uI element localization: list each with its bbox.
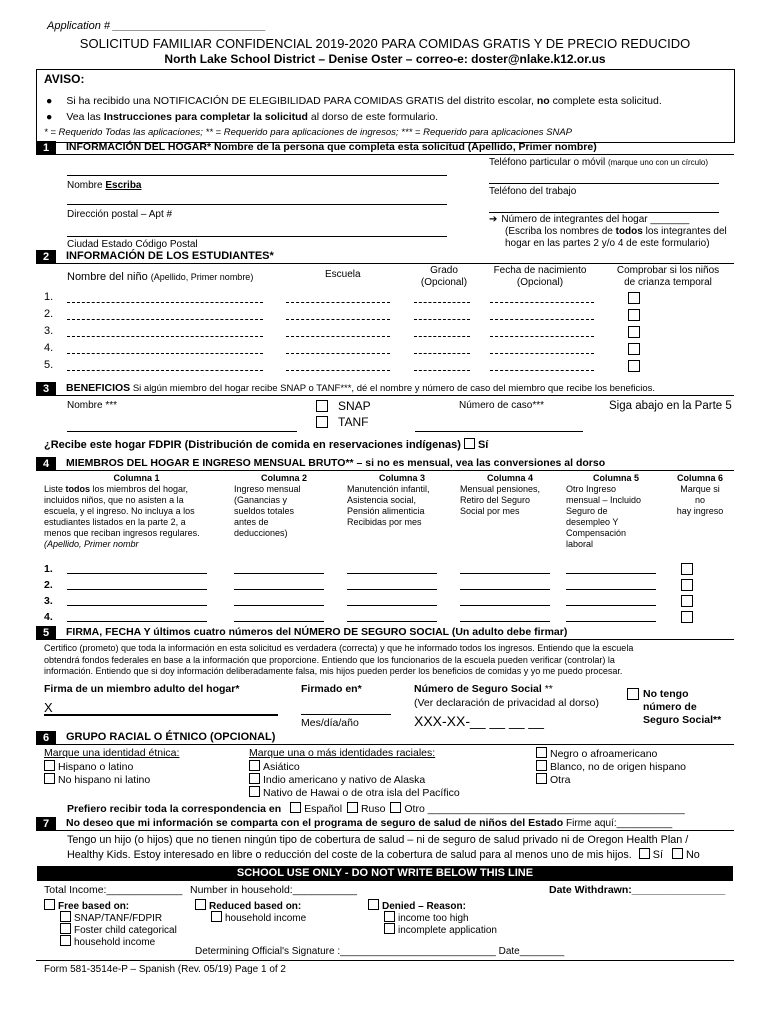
income-col-3-field[interactable] — [347, 605, 437, 606]
income-col-2-field[interactable] — [234, 573, 324, 574]
tanf-label: TANF — [338, 415, 369, 429]
option-row — [249, 786, 460, 799]
grade-header: Grado (Opcional) — [420, 265, 468, 288]
russian-checkbox[interactable] — [347, 802, 358, 813]
section-1-number: 1 — [36, 141, 56, 155]
option-checkbox[interactable] — [536, 760, 547, 771]
column-3-header — [347, 473, 457, 528]
option-checkbox[interactable] — [384, 923, 395, 934]
option-label: Hispano o latino — [58, 761, 134, 773]
student-row-number: 4. — [44, 342, 54, 354]
column-5-header — [566, 473, 666, 550]
health-no-checkbox[interactable] — [672, 848, 683, 859]
section-3-number: 3 — [36, 382, 56, 396]
option-label: Indio americano y nativo de Alaska — [263, 774, 426, 786]
income-col-5-field[interactable] — [566, 589, 656, 590]
case-number-label: Número de caso*** — [459, 400, 545, 411]
fdpir-checkbox[interactable] — [464, 438, 475, 449]
reduced-checkbox[interactable] — [195, 899, 206, 910]
section-4-header — [36, 457, 734, 471]
date-format: Mes/día/año — [301, 717, 359, 729]
student-dob-field[interactable] — [490, 353, 594, 354]
column-3-header-line: Asistencia social, — [347, 495, 417, 505]
application-number[interactable]: Application # _________________________ — [47, 20, 266, 32]
option-checkbox[interactable] — [384, 911, 395, 922]
option-label: Negro o afroamericano — [550, 748, 658, 760]
notice-bullet-1: ● Si ha recibido una NOTIFICACIÓN DE ELEGIBILIDAD PARA COMIDAS GRATIS del distrito escolar, no complete esta solicitud. — [46, 95, 662, 107]
option-checkbox[interactable] — [536, 773, 547, 784]
student-school-field[interactable] — [286, 370, 390, 371]
student-dob-field[interactable] — [490, 319, 594, 320]
student-name-field[interactable] — [67, 370, 263, 371]
option-row — [536, 773, 570, 786]
no-income-checkbox[interactable] — [681, 563, 693, 575]
household-count-note-2: hogar en las partes 2 y/o 4 de este formulario) — [505, 238, 710, 249]
free-checkbox[interactable] — [44, 899, 55, 910]
student-dob-field[interactable] — [490, 370, 594, 371]
option-label: Otra — [550, 774, 571, 786]
student-row-number: 1. — [44, 291, 54, 303]
form-subtitle: North Lake School District – Denise Oster – correo-e: doster@nlake.k12.or.us — [164, 52, 606, 66]
school-header: Escuela — [325, 269, 361, 280]
column-5-header-line: desempleo Y — [566, 517, 619, 527]
snap-label: SNAP — [338, 399, 371, 413]
column-2-header-line: antes de — [234, 517, 269, 527]
section-5-number: 5 — [36, 626, 56, 640]
continue-part-5: Siga abajo en la Parte 5 — [609, 400, 732, 412]
column-2-header-line: Ingreso mensual — [234, 484, 301, 494]
income-col-2-field[interactable] — [234, 605, 324, 606]
official-signature[interactable]: Determining Official's Signature :____________________________ Date________ — [195, 946, 565, 957]
income-col-5-field[interactable] — [566, 573, 656, 574]
column-2-header-title: Columna 2 — [260, 473, 307, 483]
column-5-header-line: Otro Ingreso — [566, 484, 617, 494]
column-4-header-title: Columna 4 — [486, 473, 533, 483]
option-row — [249, 760, 300, 773]
income-col-4-field[interactable] — [460, 589, 550, 590]
section-2-header — [36, 250, 734, 264]
foster-checkbox[interactable] — [628, 360, 640, 372]
column-2-header-line: sueldos totales — [234, 506, 295, 516]
option-label: household income — [225, 913, 307, 924]
student-grade-field[interactable] — [414, 319, 470, 320]
section-5-title: FIRMA, FECHA Y últimos cuatro números del NÚMERO DE SEGURO SOCIAL (Un adulto debe firmar) — [66, 626, 568, 638]
section-3-title: BENEFICIOS Si algún miembro del hogar recibe SNAP o TANF***, dé el nombre y número de caso del miembro que recibe los beneficios. — [66, 382, 656, 394]
fdpir-question: ¿Recibe este hogar FDPIR (Distribución de comida en reservaciones indígenas) Sí — [44, 439, 489, 451]
signed-on-label: Firmado en* — [301, 683, 362, 695]
option-row — [44, 760, 133, 773]
column-6-header-line: no — [694, 495, 705, 505]
no-income-checkbox[interactable] — [681, 595, 693, 607]
student-name-field[interactable] — [67, 302, 263, 303]
member-name-field[interactable] — [67, 621, 207, 622]
city-field[interactable] — [67, 236, 447, 237]
city-label: Ciudad Estado Código Postal — [67, 239, 198, 250]
income-col-3-field[interactable] — [347, 621, 437, 622]
option-label: income too high — [398, 913, 469, 924]
student-name-field[interactable] — [67, 336, 263, 337]
student-school-field[interactable] — [286, 302, 390, 303]
column-2-header-line: deducciones) — [234, 528, 288, 538]
signed-date-field[interactable] — [301, 714, 391, 715]
income-col-4-field[interactable] — [460, 621, 550, 622]
signature-field[interactable] — [44, 714, 278, 716]
option-row — [60, 935, 155, 949]
health-yes-checkbox[interactable] — [639, 848, 650, 859]
column-6-header-title: Columna 6 — [676, 473, 723, 483]
work-phone-field[interactable] — [489, 212, 719, 213]
section-4-title: MIEMBROS DEL HOGAR E INGRESO MENSUAL BRUTO** – si no es mensual, vea las conversiones al dorso — [66, 457, 606, 469]
student-grade-field[interactable] — [414, 370, 470, 371]
free-based-on: Free based on: — [44, 899, 129, 913]
column-3-header-line: Recibidas por mes — [347, 517, 422, 527]
student-grade-field[interactable] — [414, 353, 470, 354]
section-4-number: 4 — [36, 457, 56, 471]
column-2-header — [234, 473, 334, 539]
income-col-5-field[interactable] — [566, 605, 656, 606]
member-row-number: 2. — [44, 579, 53, 591]
column-4-header — [460, 473, 560, 517]
column-5-header-title: Columna 5 — [592, 473, 639, 483]
student-row-number: 2. — [44, 308, 54, 320]
address-field[interactable] — [67, 204, 447, 205]
column-2-header-line: (Ganancias y — [234, 495, 288, 505]
name-field[interactable] — [67, 175, 447, 176]
case-number-field[interactable] — [415, 431, 583, 432]
dob-header: Fecha de nacimiento (Opcional) — [493, 265, 587, 288]
member-row-number: 3. — [44, 595, 53, 607]
spanish-checkbox[interactable] — [290, 802, 301, 813]
bottom-rule — [36, 960, 734, 961]
option-label: household income — [74, 937, 156, 948]
option-checkbox[interactable] — [60, 911, 71, 922]
date-withdrawn[interactable]: Date Withdrawn:________________ — [549, 884, 726, 896]
ssn-note: (Ver declaración de privacidad al dorso) — [414, 697, 600, 709]
column-4-header-line: Retiro del Seguro — [460, 495, 531, 505]
column-1-header: Columna 1 Liste todos los miembros del hogar, incluidos niños, que no asisten a la escuela, y el ingreso. No incluya a los estudiantes listados en la parte 2, a menos que reciban ingresos regulares. (Apellido, Primer nombr — [44, 473, 200, 549]
student-row-number: 3. — [44, 325, 54, 337]
column-5-header-line: Compensación — [566, 528, 627, 538]
student-name-field[interactable] — [67, 353, 263, 354]
income-col-2-field[interactable] — [234, 589, 324, 590]
option-checkbox[interactable] — [249, 760, 260, 771]
reduced-based-on: Reduced based on: — [195, 899, 301, 913]
household-count-label[interactable]: ➔ Número de integrantes del hogar _______ — [489, 214, 690, 225]
section-1-header — [36, 141, 734, 155]
student-grade-field[interactable] — [414, 302, 470, 303]
no-ssn-label: No tengo número de Seguro Social** — [643, 688, 722, 726]
section-2-title: INFORMACIÓN DE LOS ESTUDIANTES* — [66, 250, 274, 262]
option-checkbox[interactable] — [60, 935, 71, 946]
benefit-name-label: Nombre *** — [67, 400, 118, 411]
column-5-header-line: Seguro de — [566, 506, 608, 516]
benefit-name-field[interactable] — [67, 431, 297, 432]
student-row-number: 5. — [44, 359, 54, 371]
section-2-number: 2 — [36, 250, 56, 264]
no-income-checkbox[interactable] — [681, 579, 693, 591]
section-6-header — [36, 731, 734, 745]
income-col-4-field[interactable] — [460, 573, 550, 574]
no-ssn-checkbox[interactable] — [627, 688, 639, 700]
income-col-2-field[interactable] — [234, 621, 324, 622]
name-label: Nombre Escriba — [67, 180, 142, 191]
option-checkbox[interactable] — [211, 911, 222, 922]
option-label: Blanco, no de origen hispano — [550, 761, 687, 773]
signature-label: Firma de un miembro adulto del hogar* — [44, 683, 240, 695]
column-6-header — [672, 473, 728, 517]
work-phone-label: Teléfono del trabajo — [489, 186, 577, 197]
option-row — [44, 773, 150, 786]
health-coverage-text: Tengo un hijo (o hijos) que no tienen ningún tipo de cobertura de salud – ni de seguro de salud privado ni de Oregon Health Plan / Healthy Kids. Estoy interesado en libre o reducción del coste de la cobertura de salud para al menos uno de mis hijos. Sí No — [67, 834, 700, 861]
student-dob-field[interactable] — [490, 302, 594, 303]
column-5-header-line: laboral — [566, 539, 594, 549]
option-checkbox[interactable] — [60, 923, 71, 934]
home-phone-field[interactable] — [489, 183, 719, 184]
denied-checkbox[interactable] — [368, 899, 379, 910]
section-3-header — [36, 382, 734, 396]
option-row — [536, 747, 657, 760]
required-legend: * = Requerido Todas las aplicaciones; ** = Requerido para aplicaciones de ingresos; *** = Requerido para aplicaciones SNAP — [44, 127, 573, 138]
student-dob-field[interactable] — [490, 336, 594, 337]
option-label: No hispano ni latino — [58, 774, 151, 786]
other-language-checkbox[interactable] — [390, 802, 401, 813]
option-checkbox[interactable] — [44, 773, 55, 784]
member-row-number: 1. — [44, 563, 53, 575]
snap-checkbox[interactable] — [316, 400, 328, 412]
member-name-field[interactable] — [67, 573, 207, 574]
option-label: Asiático — [263, 761, 300, 773]
option-checkbox[interactable] — [536, 747, 547, 758]
ssn-label: Número de Seguro Social ** — [414, 683, 553, 695]
section-6-number: 6 — [36, 731, 56, 745]
form-title: SOLICITUD FAMILIAR CONFIDENCIAL 2019-2020 PARA COMIDAS GRATIS Y DE PRECIO REDUCIDO — [79, 36, 691, 51]
section-7-title: No deseo que mi información se comparta con el programa de seguro de salud de niños del Estado Firme aquí:__________ — [66, 817, 673, 829]
language-preference: Prefiero recibir toda la correspondencia en Español Ruso Otro ____________________________________________ — [67, 803, 685, 815]
column-3-header-line: Manutención infantil, — [347, 484, 430, 494]
child-name-header: Nombre del niño (Apellido, Primer nombre) — [67, 271, 254, 283]
option-checkbox[interactable] — [249, 786, 260, 797]
no-income-checkbox[interactable] — [681, 611, 693, 623]
student-name-field[interactable] — [67, 319, 263, 320]
number-in-household[interactable]: Number in household:___________ — [190, 884, 357, 896]
option-label: incomplete application — [398, 925, 497, 936]
column-6-header-line: hay ingreso — [676, 506, 724, 516]
income-col-4-field[interactable] — [460, 605, 550, 606]
option-label: Nativo de Hawai o de otra isla del Pacífico — [263, 787, 460, 799]
student-grade-field[interactable] — [414, 336, 470, 337]
member-name-field[interactable] — [67, 605, 207, 606]
option-checkbox[interactable] — [249, 773, 260, 784]
column-4-header-line: Social por mes — [460, 506, 520, 516]
foster-checkbox[interactable] — [628, 292, 640, 304]
signature-x: X — [44, 700, 53, 715]
school-use-banner: SCHOOL USE ONLY - DO NOT WRITE BELOW THIS LINE — [37, 866, 733, 881]
section-7-header — [36, 817, 734, 831]
section-7-number: 7 — [36, 817, 56, 831]
race-heading: Marque una o más identidades raciales: — [249, 747, 436, 759]
home-phone-label: Teléfono particular o móvil (marque uno con un círculo) — [489, 157, 709, 168]
notice-label: AVISO: — [44, 72, 85, 86]
denied-reason: Denied – Reason: — [368, 899, 466, 913]
student-school-field[interactable] — [286, 319, 390, 320]
foster-header: Comprobar si los niños de crianza temporal — [616, 265, 720, 288]
income-col-3-field[interactable] — [347, 573, 437, 574]
option-label: Foster child categorical — [74, 925, 177, 936]
form-footer: Form 581-3514e-P – Spanish (Rev. 05/19) Page 1 of 2 — [44, 964, 286, 975]
student-school-field[interactable] — [286, 336, 390, 337]
ssn-field[interactable]: XXX-XX-__ __ __ __ — [414, 713, 544, 729]
income-col-5-field[interactable] — [566, 621, 656, 622]
section-1-title: INFORMACIÓN DEL HOGAR* Nombre de la persona que completa esta solicitud (Apellido, Primer nombre) — [66, 141, 597, 153]
option-checkbox[interactable] — [44, 760, 55, 771]
notice-bullet-2: ● Vea las Instrucciones para completar la solicitud al dorso de este formulario. — [46, 111, 439, 123]
address-label: Dirección postal – Apt # — [67, 209, 173, 220]
ethnicity-heading: Marque una identidad étnica: — [44, 747, 180, 759]
certification-text: Certifico (prometo) que toda la información en esta solicitud es verdadera (correcta) y que he informado todos los ingresos. Entiendo que la escuela obtendrá fondos federales en base a la información que proporcione. Entiendo que los funcionarios de la escuela pueden verificar (controlar) la información. Entiendo que si doy información deliberadamente falsa, mis hijos pueden perder los beneficios de comidas y yo me puedo procesar. — [44, 643, 634, 676]
household-count-note: (Escriba los nombres de todos los integrantes del — [505, 226, 727, 237]
foster-checkbox[interactable] — [628, 343, 640, 355]
column-3-header-title: Columna 3 — [378, 473, 425, 483]
foster-checkbox[interactable] — [628, 309, 640, 321]
column-3-header-line: Pensión alimenticia — [347, 506, 425, 516]
student-school-field[interactable] — [286, 353, 390, 354]
option-row — [384, 923, 497, 937]
tanf-checkbox[interactable] — [316, 416, 328, 428]
column-6-header-line: Marque si — [680, 484, 720, 494]
foster-checkbox[interactable] — [628, 326, 640, 338]
section-7-sign-field[interactable]: Firme aquí:__________ — [566, 818, 673, 829]
member-name-field[interactable] — [67, 589, 207, 590]
option-row — [536, 760, 686, 773]
section-6-title: GRUPO RACIAL O ÉTNICO (OPCIONAL) — [66, 731, 276, 743]
option-row — [211, 911, 306, 925]
income-col-3-field[interactable] — [347, 589, 437, 590]
column-4-header-line: Mensual pensiones, — [460, 484, 541, 494]
option-label: SNAP/TANF/FDPIR — [74, 913, 163, 924]
option-row — [249, 773, 425, 786]
member-row-number: 4. — [44, 611, 53, 623]
total-income[interactable]: Total Income:_____________ — [44, 884, 183, 896]
column-5-header-line: mensual – Incluido — [566, 495, 642, 505]
section-5-header — [36, 626, 734, 640]
